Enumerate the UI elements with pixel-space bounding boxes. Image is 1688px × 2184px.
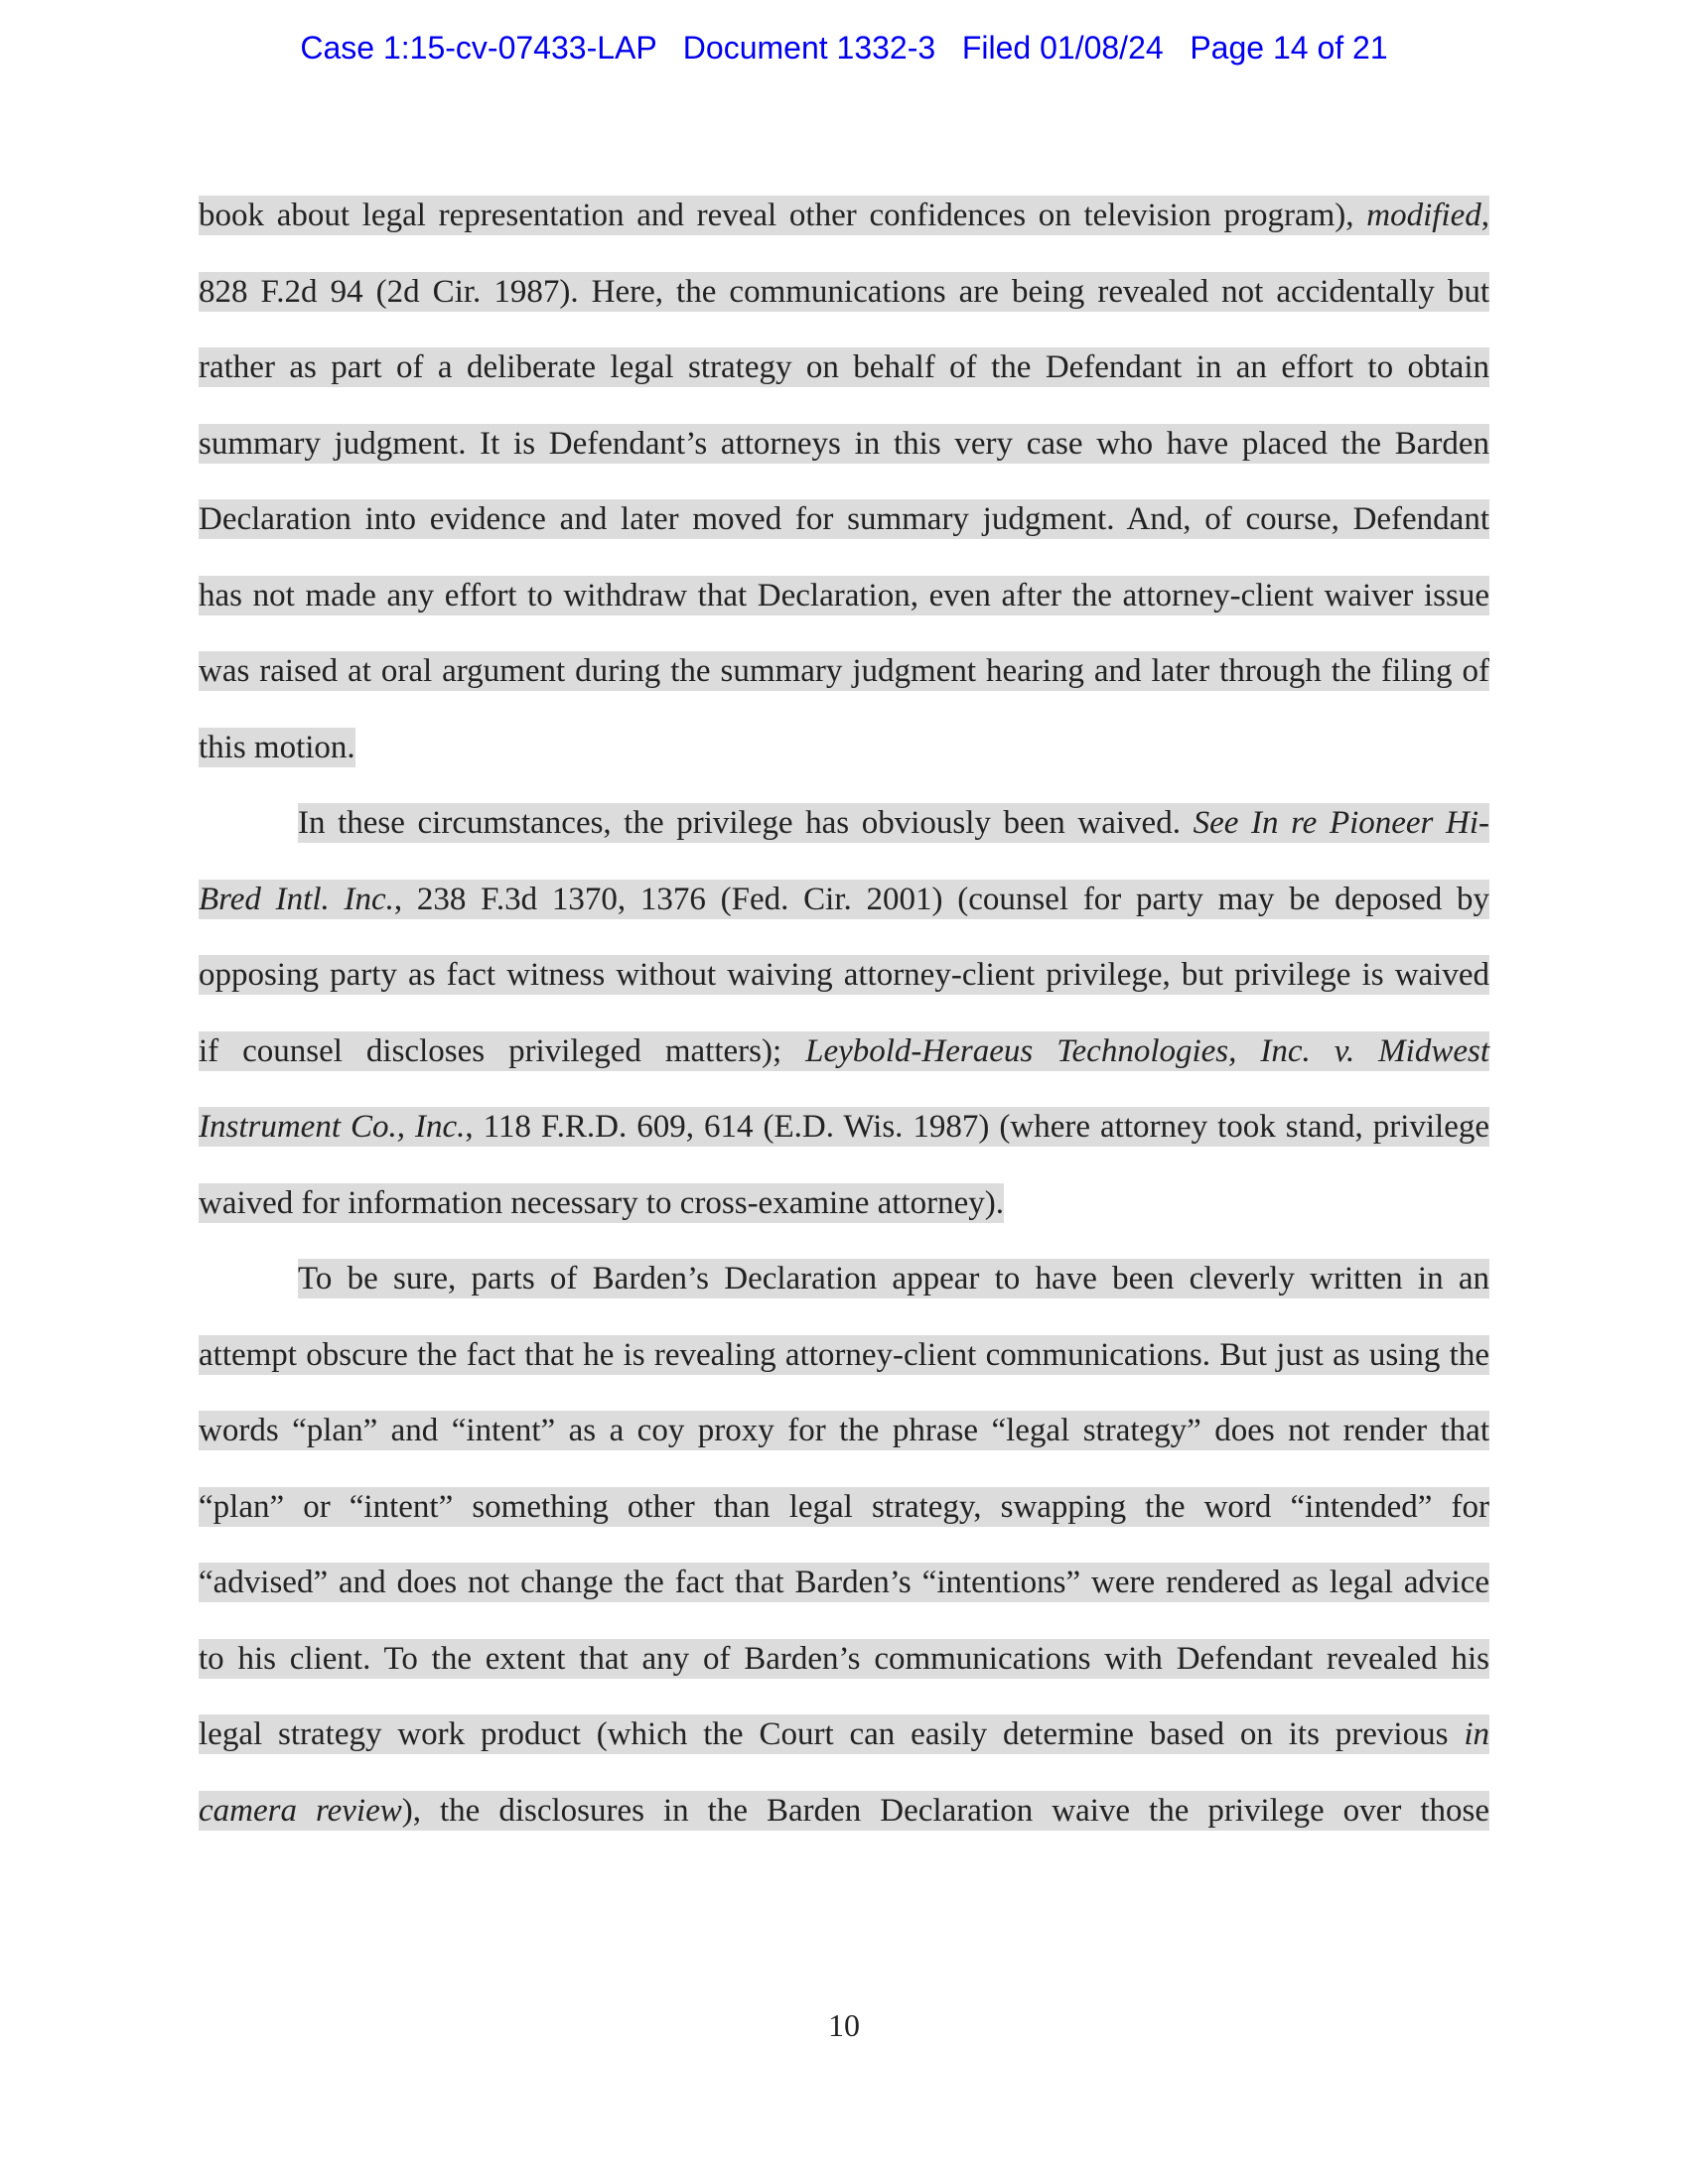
text-line: “plan” or “intent” something other than legal strategy, swapping the word “intended” for — [199, 1488, 1489, 1525]
text-line: camera review), the disclosures in the Barden Declaration waive the privilege over those — [199, 1792, 1489, 1829]
text-line: 828 F.2d 94 (2d Cir. 1987). Here, the communications are being revealed not accidentally but — [199, 273, 1489, 310]
text-line: To be sure, parts of Barden’s Declaration appear to have been cleverly written in an — [298, 1261, 1489, 1297]
text-line: to his client. To the extent that any of Barden’s communications with Defendant revealed his — [199, 1640, 1489, 1677]
text-line: rather as part of a deliberate legal strategy on behalf of the Defendant in an effort to obtain — [199, 349, 1489, 385]
text-line: Bred Intl. Inc., 238 F.3d 1370, 1376 (Fed. Cir. 2001) (counsel for party may be deposed by — [199, 881, 1489, 917]
text-line: “advised” and does not change the fact that Barden’s “intentions” were rendered as legal advice — [199, 1565, 1489, 1600]
text-line: waived for information necessary to cross-examine attorney). — [199, 1184, 1004, 1221]
text-line: has not made any effort to withdraw that Declaration, even after the attorney-client waiver issue — [199, 577, 1489, 614]
page-number: 10 — [828, 2007, 860, 2043]
text-line: this motion. — [199, 729, 355, 765]
text-line: opposing party as fact witness without waiving attorney-client privilege, but privilege is waived — [199, 957, 1489, 993]
header-page-count: Page 14 of 21 — [1190, 30, 1388, 66]
text-line: In these circumstances, the privilege has obviously been waived. See In re Pioneer Hi- — [298, 805, 1489, 841]
text-line: summary judgment. It is Defendant’s attorneys in this very case who have placed the Barden — [199, 425, 1489, 462]
header-case-number: Case 1:15-cv-07433-LAP — [300, 30, 657, 66]
text-line: attempt obscure the fact that he is revealing attorney-client communications. But just as using the — [199, 1336, 1489, 1373]
text-line: if counsel discloses privileged matters); Leybold-Heraeus Technologies, Inc. v. Midwest — [199, 1032, 1490, 1069]
document-body — [199, 196, 1489, 1831]
text-line: words “plan” and “intent” as a coy proxy for the phrase “legal strategy” does not render that — [199, 1413, 1489, 1448]
header-filed-date: Filed 01/08/24 — [961, 30, 1164, 66]
text-line: Declaration into evidence and later moved for summary judgment. And, of course, Defendant — [199, 501, 1489, 537]
ecf-header — [0, 30, 1688, 67]
header-document-number: Document 1332-3 — [682, 30, 936, 66]
text-line: book about legal representation and reveal other confidences on television program), modified, — [199, 198, 1489, 233]
text-line: Instrument Co., Inc., 118 F.R.D. 609, 614 (E.D. Wis. 1987) (where attorney took stand, privilege — [199, 1109, 1490, 1145]
text-line: legal strategy work product (which the Court can easily determine based on its previous in — [199, 1716, 1489, 1752]
text-line: was raised at oral argument during the summary judgment hearing and later through the filing of — [199, 653, 1489, 689]
